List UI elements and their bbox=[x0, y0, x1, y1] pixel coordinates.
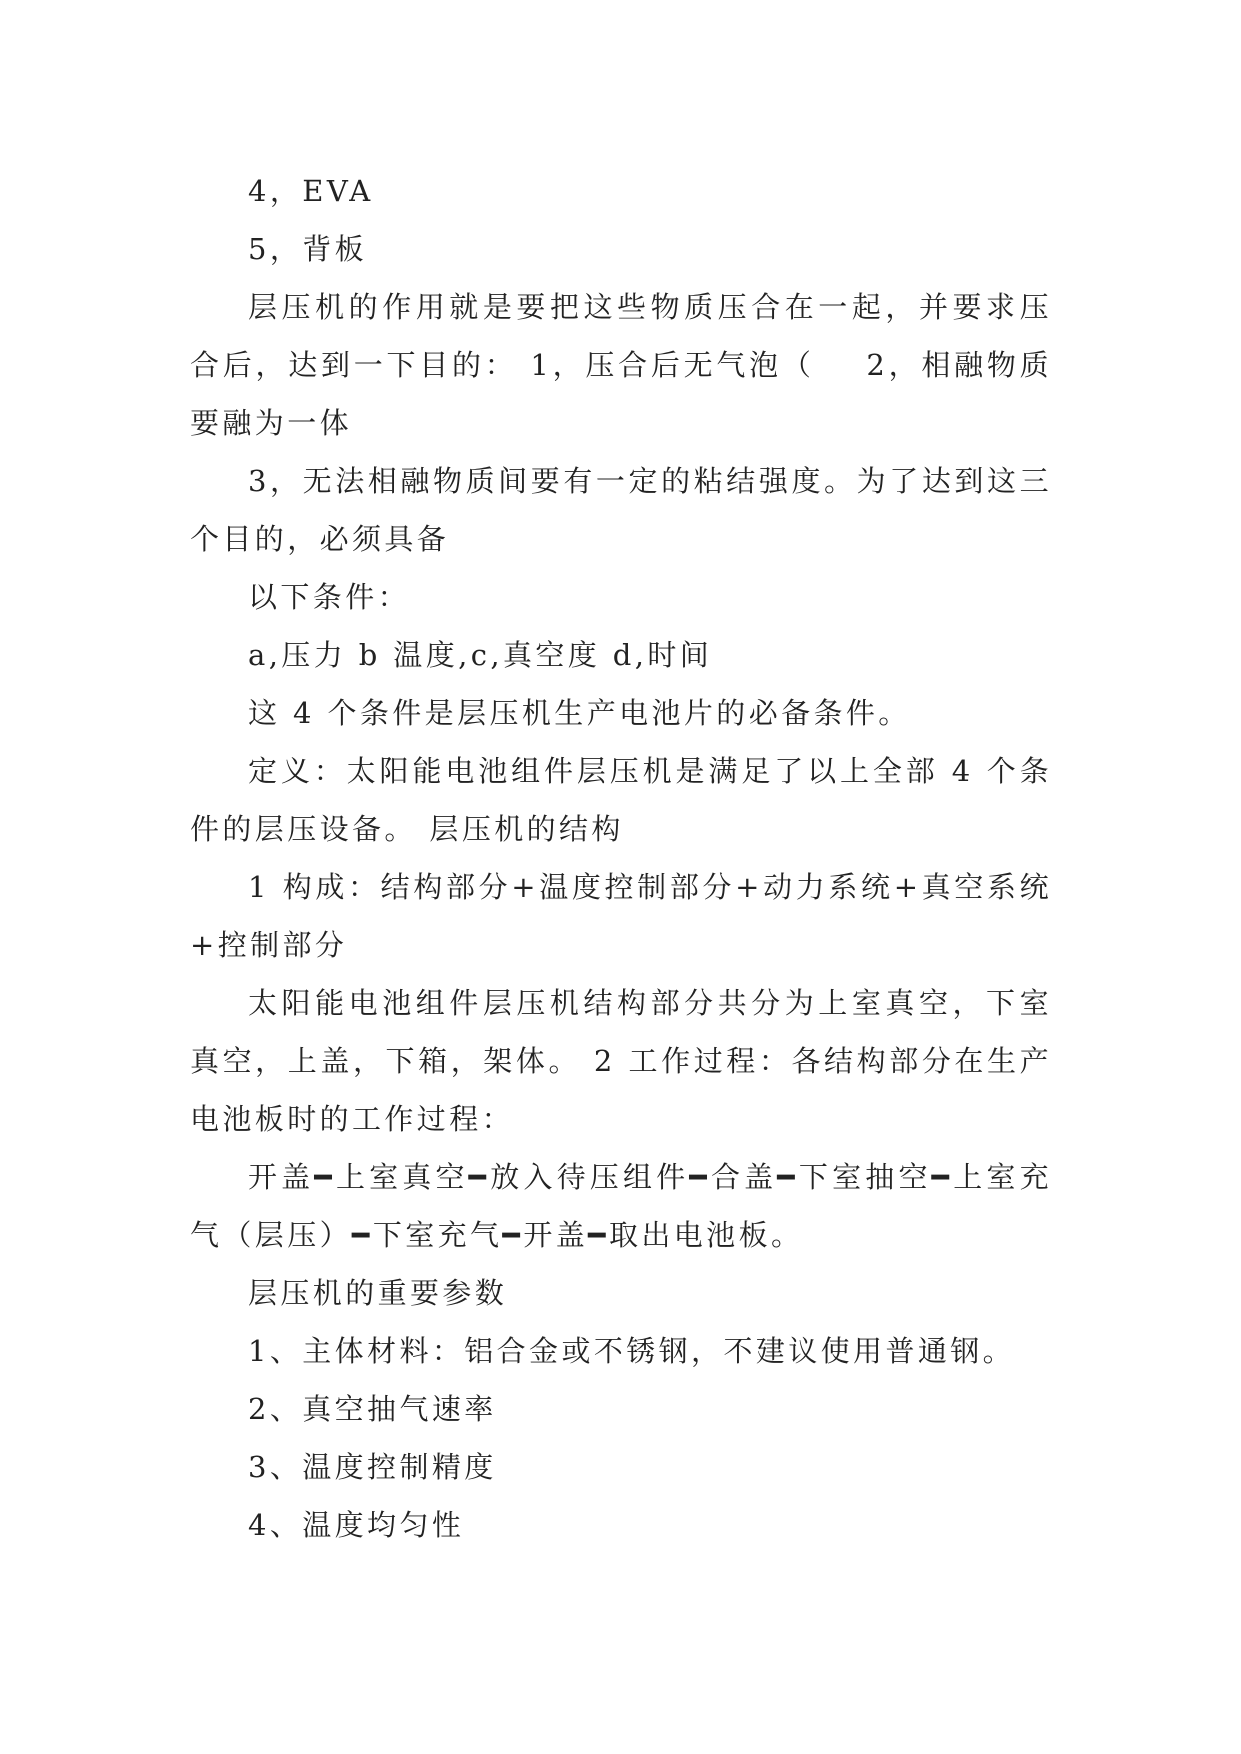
paragraph-parameters-heading: 层压机的重要参数 bbox=[248, 1276, 508, 1310]
paragraph-structure: 太阳能电池组件层压机结构部分共分为上室真空，下室真空，上盖，下箱，架体。 2 工作过程：各结构部分在生产电池板时的工作过程： bbox=[190, 986, 1052, 1136]
paragraph-laminator-purpose: 层压机的作用就是要把这些物质压合在一起，并要求压合后，达到一下目的： 1，压合后无气泡（ 2，相融物质要融为一体 bbox=[190, 290, 1052, 440]
paragraph-eva: 4，EVA bbox=[248, 174, 374, 208]
paragraph-composition: 1 构成：结构部分+温度控制部分+动力系统+真空系统+控制部分 bbox=[190, 870, 1052, 962]
paragraph-definition: 定义：太阳能电池组件层压机是满足了以上全部 4 个条件的层压设备。 层压机的结构 bbox=[190, 754, 1052, 846]
paragraph-conditions-heading: 以下条件： bbox=[248, 580, 411, 614]
paragraph-parameter-vacuum-rate: 2、真空抽气速率 bbox=[248, 1392, 497, 1426]
paragraph-bonding-strength: 3，无法相融物质间要有一定的粘结强度。为了达到这三个目的，必须具备 bbox=[190, 464, 1052, 556]
paragraph-process-flow: 开盖━上室真空━放入待压组件━合盖━下室抽空━上室充气（层压）━下室充气━开盖━取出电池板。 bbox=[190, 1160, 1052, 1252]
document-body bbox=[190, 162, 1052, 1554]
paragraph-conditions-list: a,压力 b 温度,c,真空度 d,时间 bbox=[248, 638, 713, 672]
paragraph-parameter-material: 1、主体材料：铝合金或不锈钢，不建议使用普通钢。 bbox=[248, 1334, 1016, 1368]
paragraph-parameter-temp-precision: 3、温度控制精度 bbox=[248, 1450, 497, 1484]
paragraph-parameter-temp-uniformity: 4、温度均匀性 bbox=[248, 1508, 465, 1542]
paragraph-conditions-summary: 这 4 个条件是层压机生产电池片的必备条件。 bbox=[248, 696, 911, 730]
paragraph-backsheet: 5，背板 bbox=[248, 232, 368, 266]
